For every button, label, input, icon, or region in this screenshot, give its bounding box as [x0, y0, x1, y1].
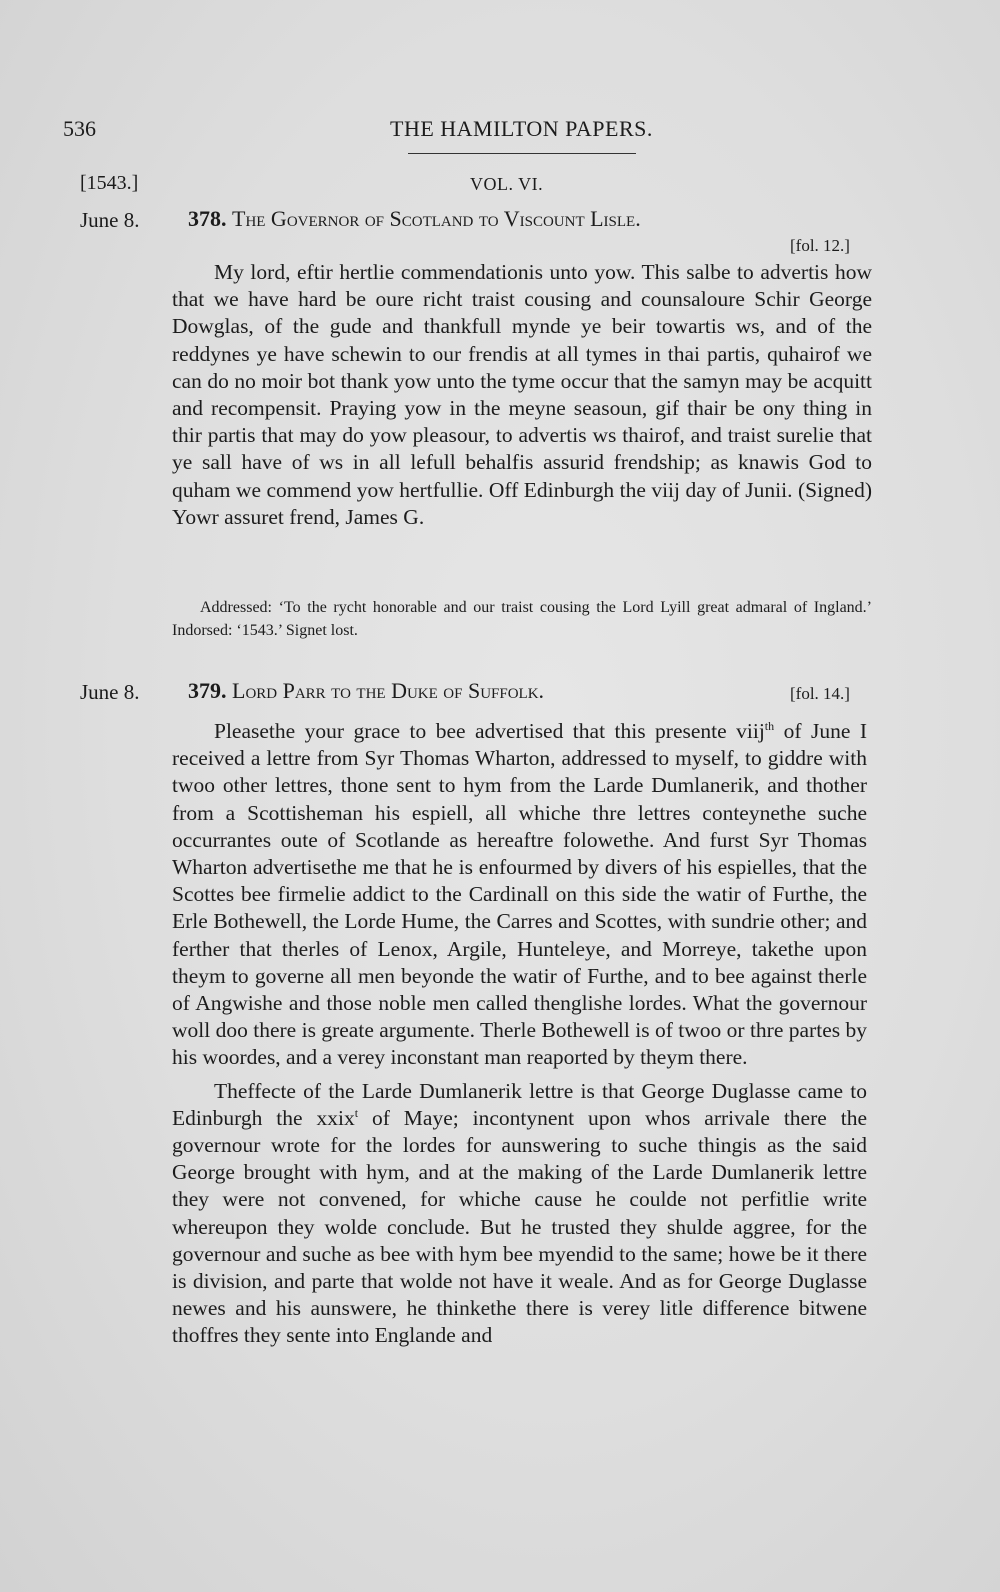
entry-number: 379. — [188, 678, 227, 703]
paragraph — [172, 718, 867, 1072]
entry-number: 378. — [188, 206, 227, 231]
entry-date: June 8. — [80, 208, 140, 232]
running-title: THE HAMILTON PAPERS. — [390, 116, 653, 141]
paragraph-text: Pleasethe your grace to bee advertised that this presente viij — [214, 719, 765, 743]
endorsement-note — [172, 596, 872, 642]
paragraph: My lord, eftir hertlie commendationis unto yow. This salbe to advertis how that we have hard be oure richt traist cousing and counsaloure Schir George Dowglas, of the gude and thankfull mynde ye beir towartis ws, and of the reddynes ye have schewin to our frendis at all tymes in thai partis, quhairof we can do no moir bot thank yow unto the tyme occur that the samyn may be acquitt and recompensit. Praying yow in the meyne seasoun, gif thair be ony thing in thir partis that may do yow pleasour, to advertis ws thairof, and traist surelie that ye sall have of ws in all lefull behalfis assurid frendship; as knawis God to quham we commend yow hertfullie. Off Edinburgh the viij day of Junii. (Signed) Yowr assuret frend, James G. — [172, 260, 872, 529]
entry-date: June 8. — [80, 680, 140, 704]
paragraph-text: of June I received a lettre from Syr Thomas Wharton, addressed to myself, to giddre with twoo other lettres, thone sent to hym from the Larde Dumlanerik, and thother from a Scottisheman his espiell, all whiche thre lettres conteynethe suche occurrantes oute of Scotlande as hereaftre folowethe. And furst Syr Thomas Wharton advertisethe me that he is enfourmed by divers of his espielles, that the Scottes bee firmelie addict to the Cardinall on this side the watir of Furthe, the Erle Bothewell, the Lorde Hume, the Carres and Scottes, with sundrie other; and ferther that therles of Lenox, Argile, Hunteleye, and Morreye, takethe upon theym to governe all men beyonde the watir of Furthe, and to bee against therle of Angwishe and those noble men called thenglishe lordes. What the governour woll doo there is greate argumente. Therle Bothewell is of twoo or thre partes by his woordes, and a verey inconstant man reaported by theym there. — [172, 719, 867, 1070]
folio-reference: [fol. 14.] — [790, 684, 850, 703]
entry-title: The Governor of Scotland to Viscount Lisle. — [232, 206, 641, 231]
entry-heading — [188, 678, 544, 704]
letter-body — [172, 259, 872, 531]
note-label: Addressed: — [200, 599, 272, 616]
volume-label: VOL. VI. — [470, 174, 544, 194]
note-text: ‘To the rycht honorable and our traist cousing the Lord Lyill great admaral of Ingland.’ Indorsed: ‘1543.’ Signet lost. — [172, 599, 873, 639]
paragraph-text: of Maye; incontynent upon whos arrivale there the governour wrote for the lordes for aunswering to suche thingis as the said George brought with hym, and at the making of the Larde Dumlanerik lettre they were not convened, for whiche cause he coulde not perfitlie write whereupon they wolde conclude. But he trusted they shulde aggree, for the governour and suche as bee with hym bee myendid to the same; howe be it there is division, and parte that wolde not have it weale. And as for George Duglasse newes and his aunswere, he thinkethe there is verey litle difference bitwene thoffres they sente into Englande and — [172, 1105, 867, 1348]
letter-body — [172, 718, 867, 1350]
paragraph — [172, 1078, 867, 1350]
superscript: th — [764, 718, 775, 733]
header-rule — [408, 153, 636, 154]
superscript: t — [354, 1105, 359, 1120]
paragraph-text: Theffecte of the Larde Dumlanerik lettre is that George Duglasse came to Edinburgh the xxix — [172, 1078, 867, 1130]
year-marker: [1543.] — [80, 172, 139, 194]
folio-reference: [fol. 12.] — [790, 236, 850, 255]
entry-title: Lord Parr to the Duke of Suffolk. — [232, 678, 545, 703]
page-number: 536 — [63, 116, 96, 141]
entry-heading — [188, 206, 641, 232]
